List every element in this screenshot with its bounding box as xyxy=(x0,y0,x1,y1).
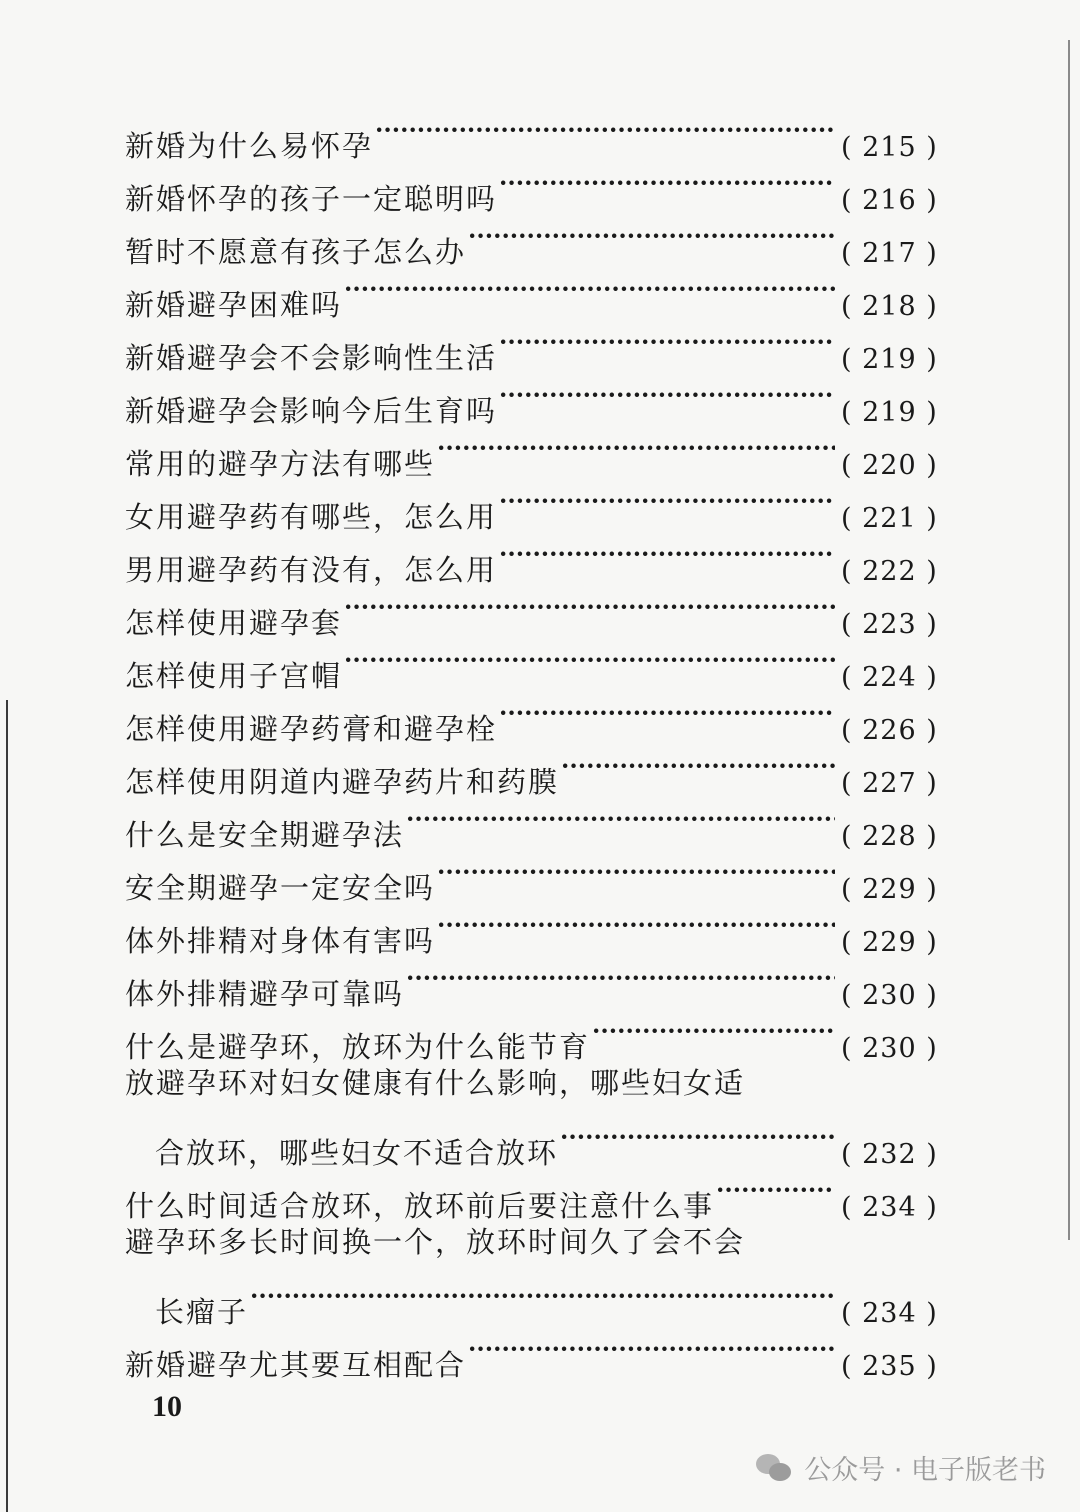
toc-leader-dots xyxy=(499,474,835,527)
toc-entry-title: 新婚避孕尤其要互相配合 xyxy=(125,1348,467,1382)
toc-leader-dots xyxy=(344,633,835,686)
toc-entry-page: ( 220 ) xyxy=(841,450,938,481)
toc-entry-page: ( 216 ) xyxy=(841,185,938,216)
toc-entry-page: ( 224 ) xyxy=(841,662,938,693)
toc-entry-page: ( 230 ) xyxy=(841,1033,938,1064)
toc-entry-continuation xyxy=(125,1110,938,1170)
wechat-icon xyxy=(756,1452,794,1484)
toc-entry-title: 体外排精对身体有害吗 xyxy=(125,924,436,958)
toc-entry-title: 放避孕环对妇女健康有什么影响，哪些妇女适 xyxy=(125,1066,746,1100)
toc-entry-title: 常用的避孕方法有哪些 xyxy=(125,447,436,481)
toc-entry xyxy=(125,103,938,163)
toc-entry-page: ( 221 ) xyxy=(841,503,938,534)
toc-entry-title: 什么是避孕环，放环为什么能节育 xyxy=(125,1030,591,1064)
toc-leader-dots xyxy=(499,315,835,368)
toc-leader-dots xyxy=(592,1004,835,1057)
toc-entry-page: ( 219 ) xyxy=(841,344,938,375)
toc-leader-dots xyxy=(468,209,835,262)
toc-entry-title: 怎样使用避孕药膏和避孕栓 xyxy=(125,712,498,746)
toc-entry-page: ( 218 ) xyxy=(841,291,938,322)
toc-entry-page: ( 232 ) xyxy=(841,1139,938,1170)
toc-entry-title: 女用避孕药有哪些，怎么用 xyxy=(125,500,498,534)
table-of-contents xyxy=(125,103,938,1382)
toc-entry-page: ( 234 ) xyxy=(841,1298,938,1329)
toc-leader-dots xyxy=(344,262,835,315)
toc-leader-dots xyxy=(499,368,835,421)
toc-entry-page: ( 234 ) xyxy=(841,1192,938,1223)
page-edge-left xyxy=(6,700,8,1512)
toc-entry-page: ( 215 ) xyxy=(841,132,938,163)
toc-entry-title: 新婚避孕会影响今后生育吗 xyxy=(125,394,498,428)
toc-leader-dots xyxy=(468,1322,835,1375)
toc-leader-dots xyxy=(250,1269,835,1322)
toc-entry-page: ( 227 ) xyxy=(841,768,938,799)
toc-entry-page: ( 219 ) xyxy=(841,397,938,428)
toc-entry-title: 什么是安全期避孕法 xyxy=(125,818,405,852)
toc-entry-page: ( 229 ) xyxy=(841,927,938,958)
watermark-text: 公众号 · 电子版老书 xyxy=(804,1455,1046,1486)
toc-entry-title: 安全期避孕一定安全吗 xyxy=(125,871,436,905)
toc-leader-dots xyxy=(561,739,835,792)
toc-entry-page: ( 223 ) xyxy=(841,609,938,640)
toc-entry-page: ( 226 ) xyxy=(841,715,938,746)
toc-entry-title: 避孕环多长时间换一个，放环时间久了会不会 xyxy=(125,1225,746,1259)
toc-entry-page: ( 235 ) xyxy=(841,1351,938,1382)
toc-entry-page: ( 222 ) xyxy=(841,556,938,587)
toc-entry-title: 新婚为什么易怀孕 xyxy=(125,129,374,163)
toc-entry-title: 新婚避孕困难吗 xyxy=(125,288,343,322)
toc-entry-title: 什么时间适合放环，放环前后要注意什么事 xyxy=(125,1189,715,1223)
toc-entry-title: 体外排精避孕可靠吗 xyxy=(125,977,405,1011)
toc-leader-dots xyxy=(499,156,835,209)
toc-leader-dots xyxy=(499,686,835,739)
toc-entry-continuation xyxy=(125,1269,938,1329)
toc-entry xyxy=(125,1216,935,1269)
toc-entry-title: 男用避孕药有没有，怎么用 xyxy=(125,553,498,587)
toc-leader-dots xyxy=(344,580,835,633)
toc-leader-dots xyxy=(437,898,835,951)
toc-entry-title: 新婚怀孕的孩子一定聪明吗 xyxy=(125,182,498,216)
toc-entry-title: 暂时不愿意有孩子怎么办 xyxy=(125,235,467,269)
toc-entry-title: 怎样使用阴道内避孕药片和药膜 xyxy=(125,765,560,799)
toc-leader-dots xyxy=(499,527,835,580)
toc-leader-dots xyxy=(406,951,835,1004)
toc-leader-dots xyxy=(716,1163,835,1216)
page-edge-right xyxy=(1068,40,1070,1240)
toc-leader-dots xyxy=(406,792,835,845)
toc-leader-dots xyxy=(560,1110,835,1163)
page-number: 10 xyxy=(152,1390,182,1423)
toc-entry-title: 新婚避孕会不会影响性生活 xyxy=(125,341,498,375)
toc-entry-title: 长瘤子 xyxy=(155,1295,249,1329)
toc-entry-page: ( 230 ) xyxy=(841,980,938,1011)
toc-entry-page: ( 228 ) xyxy=(841,821,938,852)
toc-entry-title: 合放环，哪些妇女不适合放环 xyxy=(155,1136,559,1170)
toc-entry-page: ( 229 ) xyxy=(841,874,938,905)
toc-leader-dots xyxy=(375,103,835,156)
toc-entry-page: ( 217 ) xyxy=(841,238,938,269)
toc-entry xyxy=(125,1057,935,1110)
toc-entry-title: 怎样使用避孕套 xyxy=(125,606,343,640)
watermark xyxy=(756,1448,1046,1487)
toc-entry-title: 怎样使用子宫帽 xyxy=(125,659,343,693)
toc-leader-dots xyxy=(437,421,835,474)
toc-leader-dots xyxy=(437,845,835,898)
